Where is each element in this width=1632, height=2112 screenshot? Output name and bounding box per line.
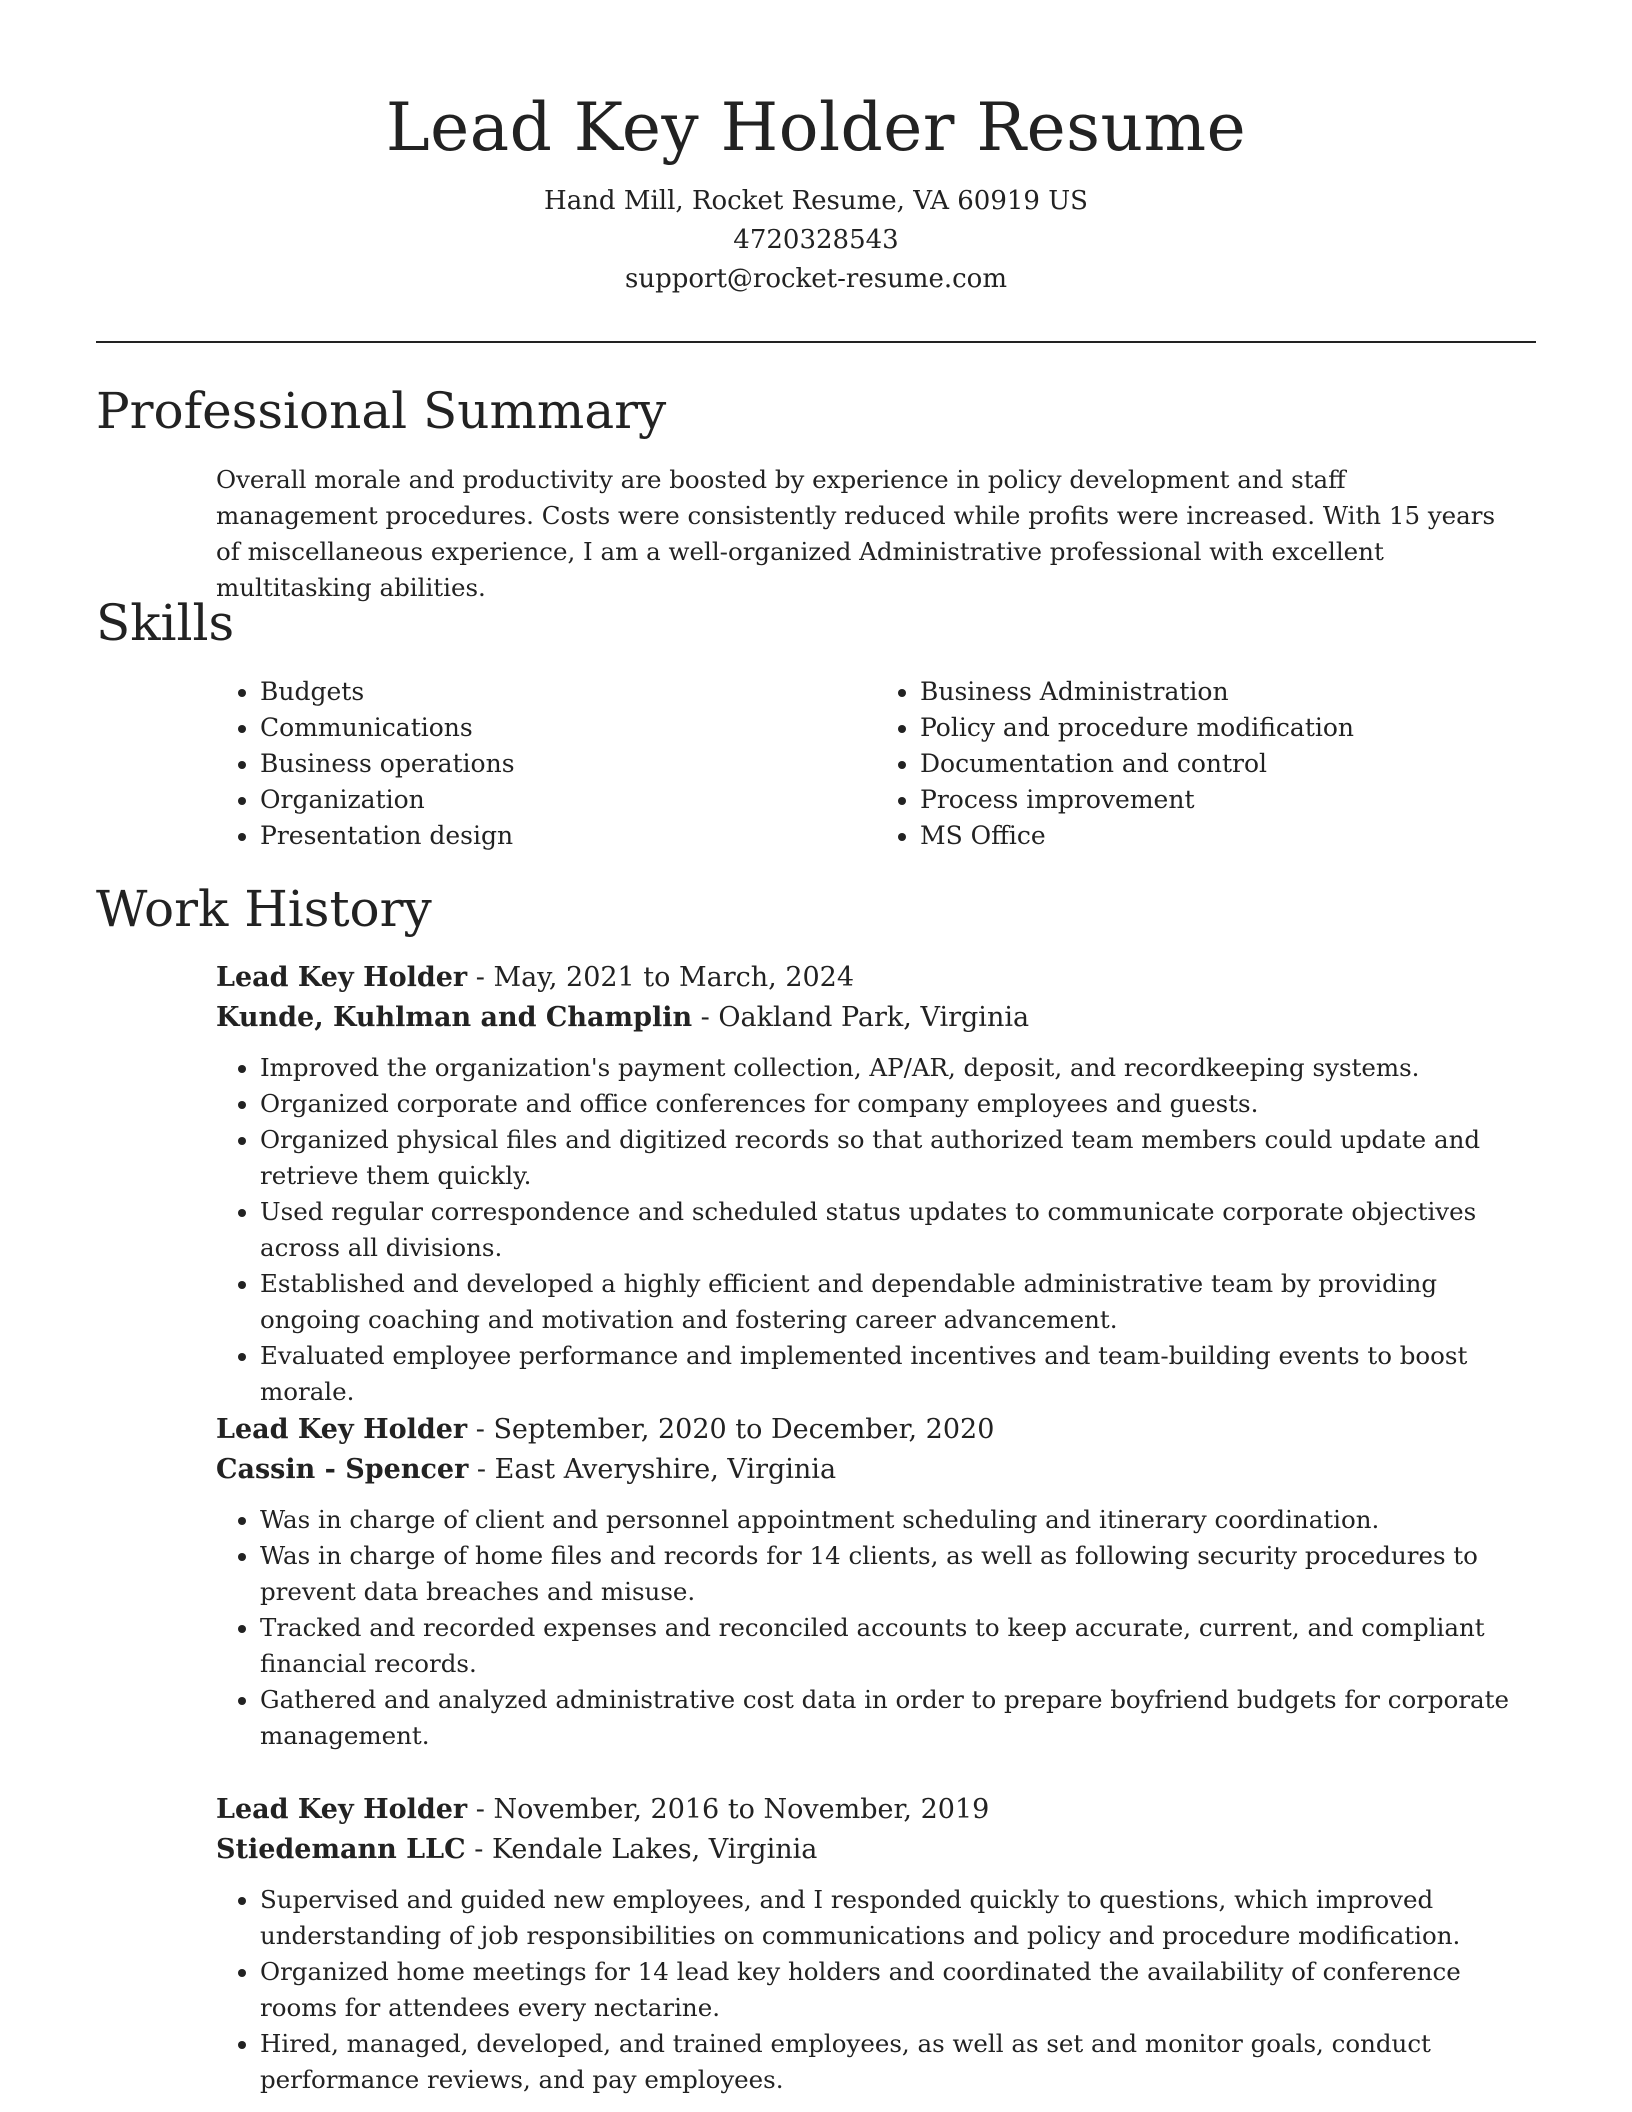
job-bullet: • Evaluated employee performance and implemented incentives and team-building events to boost morale. xyxy=(260,1338,1536,1410)
summary-heading: Professional Summary xyxy=(96,382,667,440)
header-divider xyxy=(96,341,1536,343)
job-bullet: • Hired, managed, developed, and trained employees, as well as set and monitor goals, conduct performance reviews, and pay employees. xyxy=(260,2026,1536,2098)
job-entry xyxy=(216,1410,1536,1754)
address-text: Hand Mill, Rocket Resume, VA 60919 US xyxy=(544,186,1088,216)
job-bullet: • Was in charge of home files and records for 14 clients, as well as following security procedures to prevent data breaches and misuse. xyxy=(260,1538,1536,1610)
job-bullet: • Gathered and analyzed administrative cost data in order to prepare boyfriend budgets for corporate management. xyxy=(260,1682,1536,1754)
job-bullets xyxy=(216,1502,1536,1754)
skills-column-right xyxy=(876,674,1536,854)
job-role: Lead Key Holder xyxy=(216,1794,468,1825)
skill-item: • Organization xyxy=(260,782,876,818)
skill-item: • Presentation design xyxy=(260,818,876,854)
job-location: Oakland Park, Virginia xyxy=(718,1002,1030,1033)
job-company: Stiedemann LLC xyxy=(216,1834,466,1865)
summary-text: Overall morale and productivity are boosted by experience in policy development and staff management procedures. Costs were consistently reduced while profits were increased. With 15 years of miscellaneous experience, I am a well-organized Administrative professional with excellent multitasking abilities. xyxy=(216,465,1496,602)
job-bullet: • Improved the organization's payment collection, AP/AR, deposit, and recordkeeping systems. xyxy=(260,1050,1536,1086)
email-text: support@rocket-resume.com xyxy=(624,264,1007,294)
job-dates: November, 2016 to November, 2019 xyxy=(493,1794,990,1825)
job-role: Lead Key Holder xyxy=(216,962,468,993)
job-company-line: Stiedemann LLC - Kendale Lakes, Virginia xyxy=(216,1834,818,1865)
job-bullet: • Organized physical files and digitized records so that authorized team members could update and retrieve them quickly. xyxy=(260,1122,1536,1194)
skill-item: • Documentation and control xyxy=(920,746,1536,782)
job-bullet: • Organized corporate and office conferences for company employees and guests. xyxy=(260,1086,1536,1122)
job-role-line: Lead Key Holder - May, 2021 to March, 2024 xyxy=(216,962,855,993)
job-bullet: • Used regular correspondence and scheduled status updates to communicate corporate objectives across all divisions. xyxy=(260,1194,1536,1266)
skill-item: • Business operations xyxy=(260,746,876,782)
job-location: East Averyshire, Virginia xyxy=(494,1454,837,1485)
job-location: Kendale Lakes, Virginia xyxy=(491,1834,818,1865)
skill-item: • Budgets xyxy=(260,674,876,710)
contact-info xyxy=(0,182,1632,299)
skill-item: • Business Administration xyxy=(920,674,1536,710)
job-bullets xyxy=(216,1050,1536,1410)
job-company-line: Cassin - Spencer - East Averyshire, Virginia xyxy=(216,1454,837,1485)
job-role-line: Lead Key Holder - November, 2016 to November, 2019 xyxy=(216,1794,990,1825)
resume-title: Lead Key Holder Resume xyxy=(385,89,1247,166)
job-bullet: • Organized home meetings for 14 lead key holders and coordinated the availability of conference rooms for attendees every nectarine. xyxy=(260,1954,1536,2026)
job-bullet: • Was in charge of client and personnel appointment scheduling and itinerary coordination. xyxy=(260,1502,1536,1538)
job-bullet: • Supervised and guided new employees, and I responded quickly to questions, which improved understanding of job responsibilities on communications and policy and procedure modification. xyxy=(260,1882,1536,1954)
skill-item: • Process improvement xyxy=(920,782,1536,818)
work-history-heading: Work History xyxy=(96,880,432,938)
resume-header xyxy=(0,0,1632,299)
job-company-line: Kunde, Kuhlman and Champlin - Oakland Park, Virginia xyxy=(216,1002,1030,1033)
skill-item: • Policy and procedure modification xyxy=(920,710,1536,746)
skill-item: • Communications xyxy=(260,710,876,746)
job-role-line: Lead Key Holder - September, 2020 to December, 2020 xyxy=(216,1414,995,1445)
skill-item: • MS Office xyxy=(920,818,1536,854)
job-entry xyxy=(216,1790,1536,2098)
job-company: Kunde, Kuhlman and Champlin xyxy=(216,1002,693,1033)
job-role: Lead Key Holder xyxy=(216,1414,468,1445)
skills-heading: Skills xyxy=(96,594,235,652)
job-dates: May, 2021 to March, 2024 xyxy=(493,962,855,993)
job-company: Cassin - Spencer xyxy=(216,1454,469,1485)
job-bullets xyxy=(216,1882,1536,2098)
job-entry xyxy=(216,958,1536,1410)
skills-column-left xyxy=(216,674,876,854)
phone-text: 4720328543 xyxy=(733,225,899,255)
job-bullet: • Tracked and recorded expenses and reconciled accounts to keep accurate, current, and compliant financial records. xyxy=(260,1610,1536,1682)
skills-list xyxy=(216,674,1536,854)
job-dates: September, 2020 to December, 2020 xyxy=(493,1414,995,1445)
job-bullet: • Established and developed a highly efficient and dependable administrative team by providing ongoing coaching and motivation and fostering career advancement. xyxy=(260,1266,1536,1338)
